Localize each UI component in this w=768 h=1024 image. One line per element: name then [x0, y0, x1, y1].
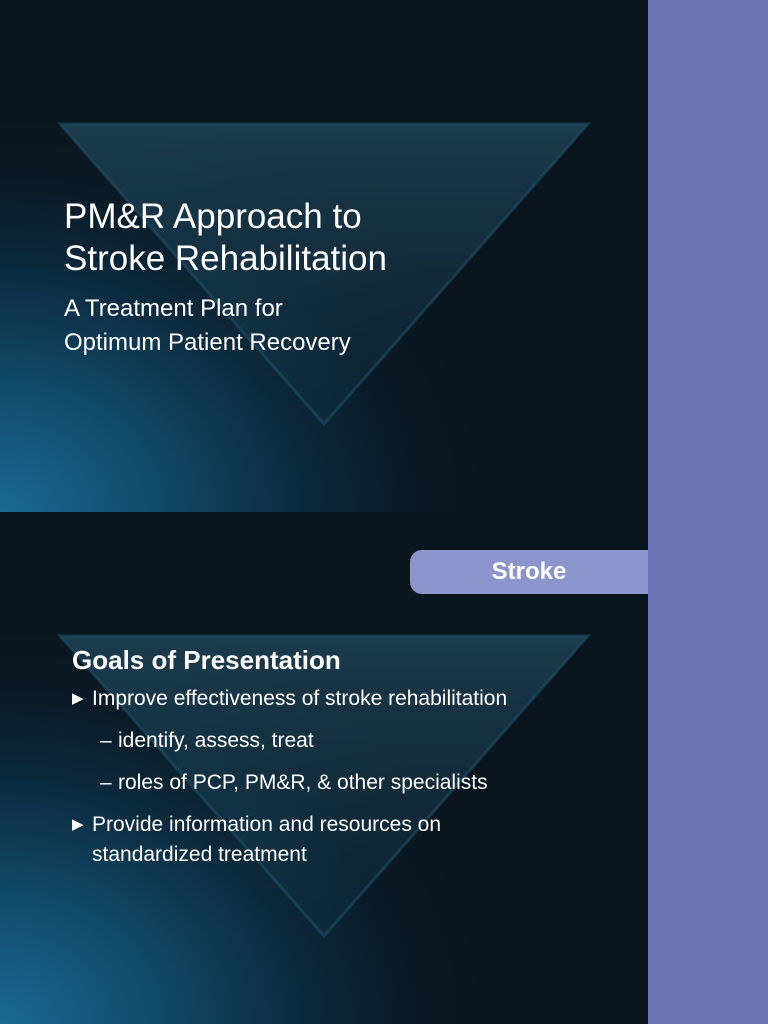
bullet-text [92, 810, 441, 870]
slide-title [0, 0, 648, 512]
bullet-text: Improve effectiveness of stroke rehabilitation [92, 687, 508, 710]
sub-bullet-item [100, 726, 632, 756]
triangle-right-icon: ▶ [72, 690, 84, 707]
triangle-right-icon: ▶ [72, 816, 84, 833]
dash-icon: – [100, 771, 112, 794]
right-sidebar-panel [648, 0, 768, 1024]
subtitle-line-1: A Treatment Plan for [64, 295, 283, 322]
section-tab-label: Stroke [491, 558, 567, 585]
title-line-2: Stroke Rehabilitation [64, 239, 387, 278]
bullet-item [72, 810, 632, 870]
title-line-1: PM&R Approach to [64, 197, 362, 236]
bullet-text-line-2: standardized treatment [92, 843, 307, 866]
dash-icon: – [100, 729, 112, 752]
slide-title-text [64, 196, 624, 280]
bullet-list [72, 684, 632, 870]
section-tab-stroke [410, 550, 648, 594]
slide-subtitle [64, 292, 624, 360]
bullet-item [72, 684, 632, 714]
subtitle-line-2: Optimum Patient Recovery [64, 329, 351, 356]
bullet-text-line-1: Provide information and resources on [92, 813, 442, 836]
slide-goals [0, 512, 648, 1024]
sub-bullet-text: roles of PCP, PM&R, & other specialists [118, 771, 488, 794]
sub-bullet-text: identify, assess, treat [118, 729, 314, 752]
sub-bullet-item [100, 768, 632, 798]
goals-heading: Goals of Presentation [72, 645, 341, 675]
